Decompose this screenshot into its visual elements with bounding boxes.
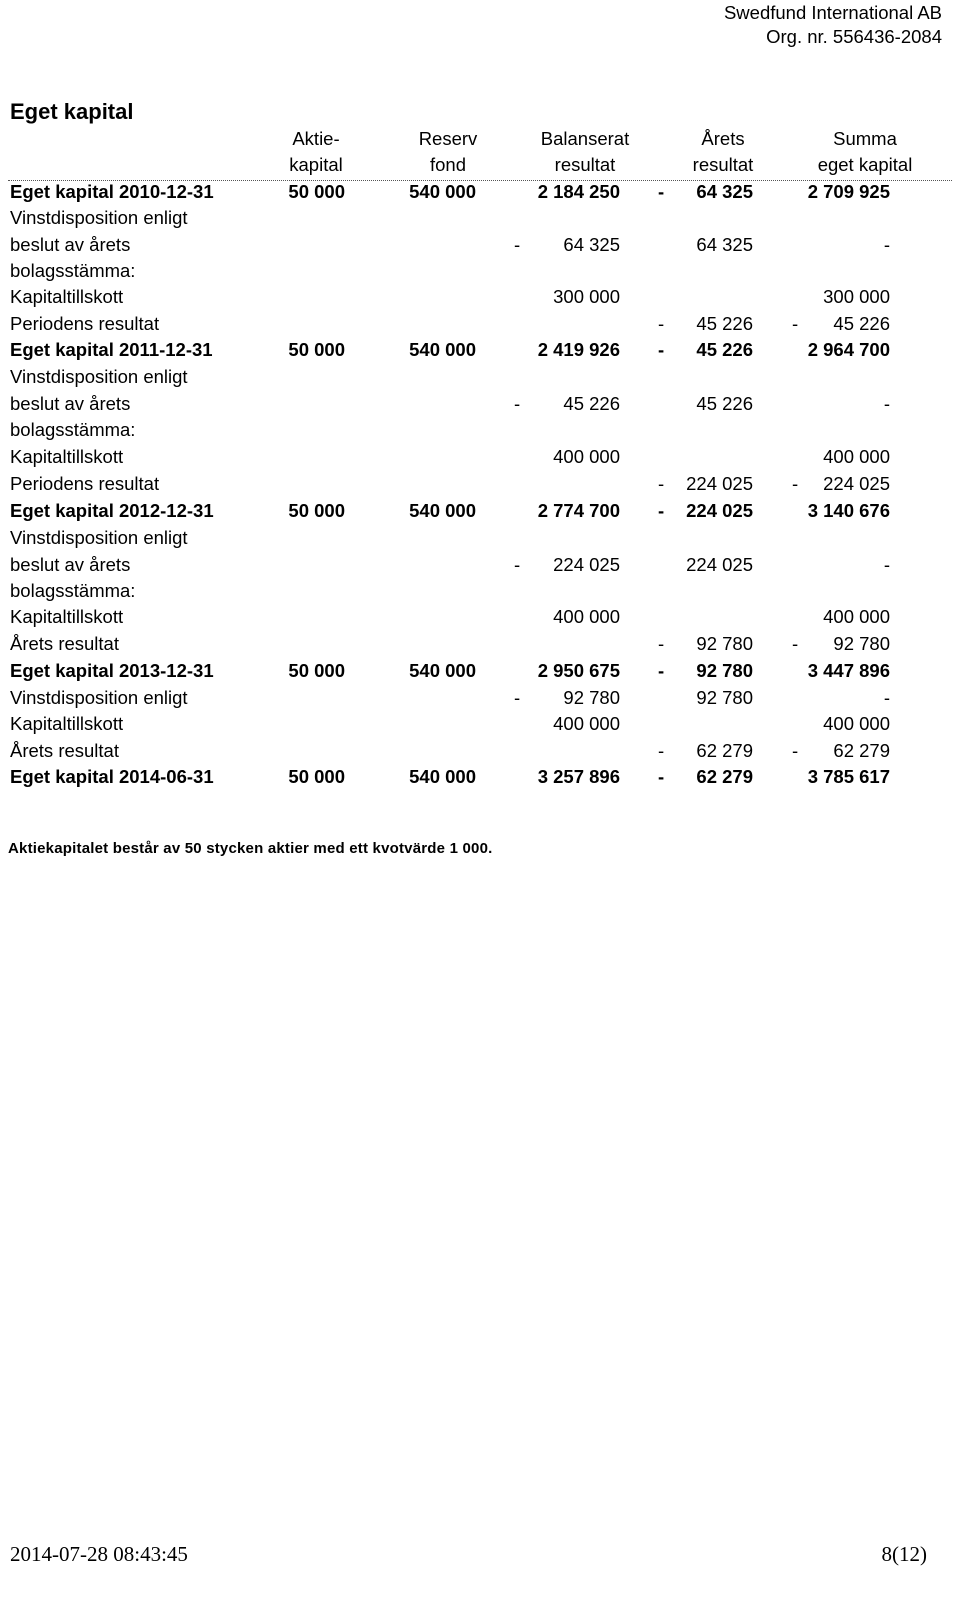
cell-value: 64 325: [696, 234, 753, 255]
column-header-line1: Balanserat: [540, 128, 630, 149]
cell-value: 400 000: [553, 713, 620, 734]
cell-value: 3 447 896: [807, 660, 890, 681]
row-label: Eget kapital 2010-12-31: [10, 181, 214, 202]
minus-sign: -: [658, 633, 665, 654]
minus-sign: -: [792, 313, 799, 334]
row-label: Vinstdisposition enligt: [10, 207, 188, 228]
cell-value: 224 025: [553, 554, 620, 575]
cell-value: 50 000: [288, 500, 345, 521]
cell-value: 45 226: [833, 313, 890, 334]
cell-value: 92 780: [696, 633, 753, 654]
row-label: Eget kapital 2013-12-31: [10, 660, 214, 681]
cell-value: 3 785 617: [807, 766, 890, 787]
row-label: Årets resultat: [10, 633, 119, 654]
row-label: Kapitaltillskott: [10, 286, 124, 307]
minus-sign: -: [658, 500, 665, 521]
row-label: Periodens resultat: [10, 313, 160, 334]
column-header-summa-eget-kapital: [800, 126, 930, 178]
cell-value: 50 000: [288, 339, 345, 360]
minus-sign: -: [514, 687, 521, 708]
cell-value: 2 774 700: [537, 500, 620, 521]
cell-value: 400 000: [553, 446, 620, 467]
table-row: [0, 497, 960, 524]
cell-value: 224 025: [686, 554, 753, 575]
table-row: [0, 710, 960, 737]
org-number: Org. nr. 556436-2084: [766, 26, 942, 47]
cell-value: 62 279: [696, 740, 753, 761]
cell-value: 50 000: [288, 660, 345, 681]
row-label: Kapitaltillskott: [10, 446, 124, 467]
row-label: Eget kapital 2014-06-31: [10, 766, 214, 787]
cell-value: 540 000: [409, 766, 476, 787]
cell-value: 64 325: [696, 181, 753, 202]
cell-value: 224 025: [686, 500, 753, 521]
table-row: [0, 470, 960, 497]
cell-value: 2 964 700: [807, 339, 890, 360]
cell-value: 92 780: [833, 633, 890, 654]
row-label: Eget kapital 2011-12-31: [10, 339, 213, 360]
company-header: [724, 1, 942, 49]
column-header-line2: kapital: [289, 154, 343, 175]
row-label: beslut av årets: [10, 234, 131, 255]
minus-sign: -: [658, 660, 665, 681]
page-title: Eget kapital: [10, 99, 134, 124]
table-row: [0, 231, 960, 258]
column-header-line1: Summa: [833, 128, 897, 149]
column-header-line2: fond: [429, 154, 466, 175]
minus-sign: -: [792, 740, 799, 761]
row-label: Eget kapital 2012-12-31: [10, 500, 214, 521]
cell-value: 400 000: [823, 606, 890, 627]
row-label: bolagsstämma:: [10, 260, 136, 281]
cell-value: 540 000: [409, 500, 476, 521]
cell-value: 92 780: [696, 660, 753, 681]
row-label: Vinstdisposition enligt: [10, 366, 188, 387]
row-label: bolagsstämma:: [10, 419, 136, 440]
column-header-aktiekapital: [278, 126, 354, 178]
table-row: [0, 630, 960, 657]
cell-value: 62 279: [833, 740, 890, 761]
cell-value: 540 000: [409, 181, 476, 202]
column-header-line1: Reserv: [418, 128, 478, 149]
column-header-line2: resultat: [554, 154, 616, 175]
cell-value: 45 226: [696, 313, 753, 334]
table-row: [0, 684, 960, 711]
minus-sign: -: [658, 181, 665, 202]
cell-value: 3 257 896: [537, 766, 620, 787]
column-header-line1: Årets: [701, 128, 745, 149]
cell-value: 50 000: [288, 766, 345, 787]
minus-sign: -: [883, 234, 890, 255]
row-label: Kapitaltillskott: [10, 606, 124, 627]
minus-sign: -: [883, 554, 890, 575]
column-header-line2: resultat: [692, 154, 754, 175]
table-row: [0, 336, 960, 363]
footer-page-number: 8(12): [881, 1542, 927, 1566]
cell-value: 45 226: [696, 393, 753, 414]
cell-value: 400 000: [553, 606, 620, 627]
cell-value: 2 709 925: [807, 181, 890, 202]
table-row: [0, 603, 960, 630]
cell-value: 224 025: [686, 473, 753, 494]
table-row: [0, 443, 960, 470]
table-row: [0, 763, 960, 790]
row-label: Vinstdisposition enligt: [10, 687, 188, 708]
column-header-balanserat-resultat: [525, 126, 645, 178]
row-label: Vinstdisposition enligt: [10, 527, 188, 548]
minus-sign: -: [658, 473, 665, 494]
table-row: [0, 178, 960, 205]
cell-value: 224 025: [823, 473, 890, 494]
cell-value: 2 184 250: [537, 181, 620, 202]
table-row: [0, 524, 960, 551]
table-row: [0, 416, 960, 443]
minus-sign: -: [658, 339, 665, 360]
table-row: [0, 283, 960, 310]
minus-sign: -: [792, 473, 799, 494]
cell-value: 92 780: [563, 687, 620, 708]
row-label: bolagsstämma:: [10, 580, 136, 601]
column-header-arets-resultat: [673, 126, 773, 178]
cell-value: 3 140 676: [807, 500, 890, 521]
row-label: beslut av årets: [10, 554, 131, 575]
cell-value: 2 950 675: [537, 660, 620, 681]
company-name: Swedfund International AB: [723, 2, 942, 23]
minus-sign: -: [658, 313, 665, 334]
table-row: [0, 577, 960, 604]
minus-sign: -: [883, 687, 890, 708]
table-row: [0, 310, 960, 337]
cell-value: 400 000: [823, 446, 890, 467]
cell-value: 300 000: [553, 286, 620, 307]
minus-sign: -: [514, 554, 521, 575]
cell-value: 300 000: [823, 286, 890, 307]
cell-value: 540 000: [409, 660, 476, 681]
table-row: [0, 257, 960, 284]
minus-sign: -: [658, 740, 665, 761]
column-header-reservfond: [398, 126, 498, 178]
row-label: Kapitaltillskott: [10, 713, 124, 734]
minus-sign: -: [514, 393, 521, 414]
cell-value: 2 419 926: [537, 339, 620, 360]
table-row: [0, 657, 960, 684]
column-header-line2: eget kapital: [817, 154, 913, 175]
share-capital-note: Aktiekapitalet består av 50 stycken aktier med ett kvotvärde 1 000.: [8, 840, 493, 857]
row-label: Periodens resultat: [10, 473, 160, 494]
table-row: [0, 737, 960, 764]
table-row: [0, 551, 960, 578]
cell-value: 50 000: [288, 181, 345, 202]
minus-sign: -: [792, 633, 799, 654]
cell-value: 92 780: [696, 687, 753, 708]
footer-timestamp: 2014-07-28 08:43:45: [10, 1542, 188, 1566]
table-row: [0, 363, 960, 390]
minus-sign: -: [883, 393, 890, 414]
table-row: [0, 390, 960, 417]
row-label: beslut av årets: [10, 393, 131, 414]
column-header-line1: Aktie-: [292, 128, 340, 149]
row-label: Årets resultat: [10, 740, 119, 761]
cell-value: 64 325: [563, 234, 620, 255]
cell-value: 45 226: [696, 339, 753, 360]
table-row: [0, 204, 960, 231]
cell-value: 540 000: [409, 339, 476, 360]
cell-value: 400 000: [823, 713, 890, 734]
cell-value: 45 226: [563, 393, 620, 414]
minus-sign: -: [514, 234, 521, 255]
minus-sign: -: [658, 766, 665, 787]
cell-value: 62 279: [696, 766, 753, 787]
